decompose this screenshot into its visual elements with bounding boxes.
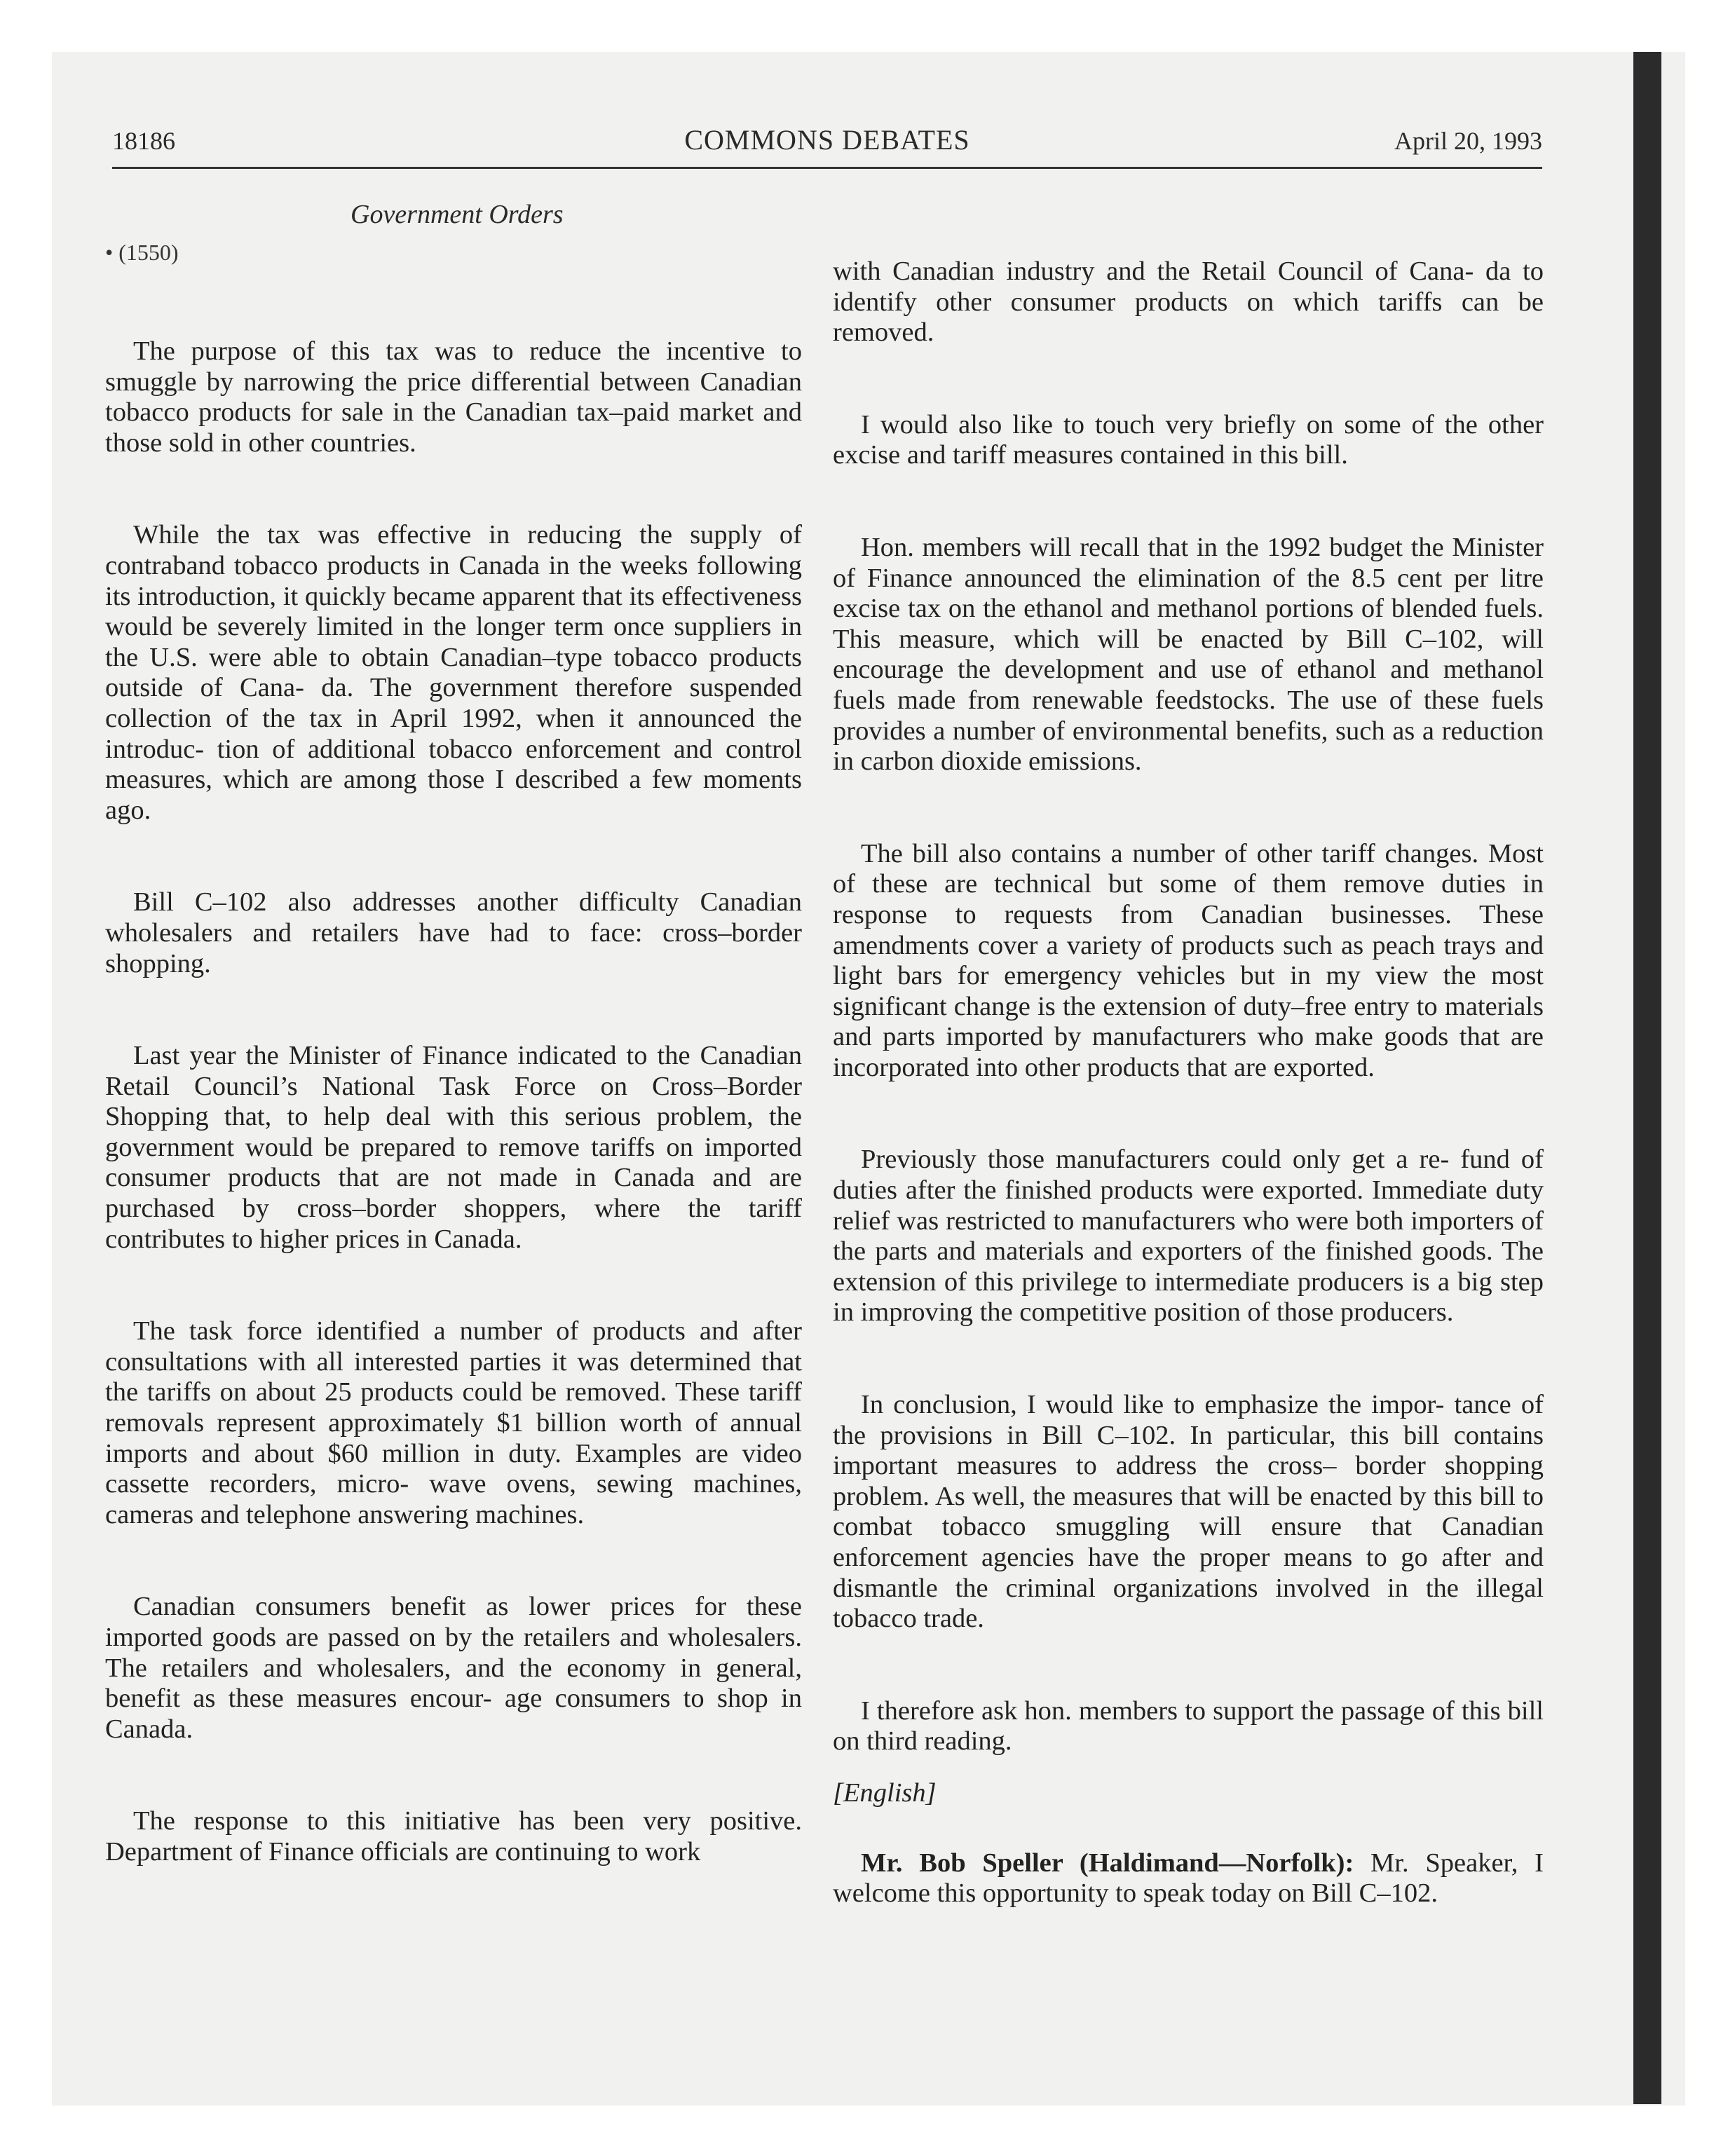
page-header <box>112 123 1542 165</box>
speaker-text: Mr. Speaker, I welcome this opportunity to speak today on Bill C–102. <box>833 1848 1544 1909</box>
paragraph: Canadian consumers benefit as lower prices for these imported goods are passed on by the retailers and wholesalers. The retailers and wholesalers, and the economy in general, benefit as these measures encour- age consumers to shop in Canada. <box>105 1592 802 1744</box>
paragraph: I therefore ask hon. members to support the passage of this bill on third reading. <box>833 1696 1544 1756</box>
paragraph: Previously those manufacturers could only get a re- fund of duties after the finished products were exported. Immediate duty relief was restricted to manufacturers who were both importers of the parts and materials and exporters of the finished goods. The extension of this privilege to intermediate producers is a big step in improving the competitive position of those producers. <box>833 1145 1544 1328</box>
page-date: April 20, 1993 <box>1394 127 1542 155</box>
paragraph: The purpose of this tax was to reduce the incentive to smuggle by narrowing the price differential between Canadian tobacco products for sale in the Canadian tax–paid market and those sold in other countries. <box>105 336 802 458</box>
paragraph: Hon. members will recall that in the 1992 budget the Minister of Finance announced the elimination of the 8.5 cent per litre excise tax on the ethanol and methanol portions of blended fuels. This measure, which will be enacted by Bill C–102, will encourage the development and use of ethanol and methanol fuels made from renewable feedstocks. The use of these fuels provides a number of environmental benefits, such as a reduction in carbon dioxide emissions. <box>833 532 1544 777</box>
paragraph: with Canadian industry and the Retail Council of Cana- da to identify other consumer products on which tariffs can be removed. <box>833 257 1544 348</box>
paragraph: In conclusion, I would like to emphasize the impor- tance of the provisions in Bill C–102. In particular, this bill contains important measures to address the cross– border shopping problem. As well, the measures that will be enacted by this bill to combat tobacco smuggling will ensure that Canadian enforcement agencies have the proper means to go after and dismantle the criminal organizations involved in the illegal tobacco trade. <box>833 1390 1544 1634</box>
language-tag: [English] <box>833 1778 937 1808</box>
paragraph: Last year the Minister of Finance indicated to the Canadian Retail Council’s National Task Force on Cross–Border Shopping that, to help deal with this serious problem, the government would be prepared to remove tariffs on imported consumer products that are not made in Canada and are purchased by cross–border shoppers, where the tariff contributes to higher prices in Canada. <box>105 1041 802 1254</box>
page-number: 18186 <box>112 127 175 155</box>
right-column <box>833 257 1544 1909</box>
time-marker: • (1550) <box>105 240 179 265</box>
section-title: Government Orders <box>351 200 564 229</box>
paragraph: The bill also contains a number of other tariff changes. Most of these are technical but some of them remove duties in response to requests from Canadian businesses. These amendments cover a variety of products such as peach trays and light bars for emergency vehicles but in my view the most significant change is the extension of duty–free entry to materials and parts imported by manufacturers who make goods that are incorporated into other products that are exported. <box>833 838 1544 1082</box>
paragraph: The task force identified a number of products and after consultations with all interested parties it was determined that the tariffs on about 25 products could be removed. These tariff removals represent approximately $1 billion worth of annual imports and about $60 million in duty. Examples are video cassette recorders, micro- wave ovens, sewing machines, cameras and telephone answering machines. <box>105 1316 802 1529</box>
publication-title: COMMONS DEBATES <box>684 124 970 156</box>
header-rule <box>112 167 1542 169</box>
scan-edge-shadow <box>1633 52 1661 2104</box>
left-column <box>105 238 802 1868</box>
paragraph: The response to this initiative has been very positive. Department of Finance officials are continuing to work <box>105 1806 802 1867</box>
paragraph: Bill C–102 also addresses another difficulty Canadian wholesalers and retailers have had to face: cross–border shopping. <box>105 887 802 978</box>
speaker-paragraph <box>833 1848 1544 1909</box>
paragraph: I would also like to touch very briefly on some of the other excise and tariff measures contained in this bill. <box>833 409 1544 470</box>
paragraph: While the tax was effective in reducing the supply of contraband tobacco products in Canada in the weeks following its introduction, it quickly became apparent that its effectiveness would be severely limited in the longer term once suppliers in the U.S. were able to obtain Canadian–type tobacco products outside of Cana- da. The government therefore suspended collection of the tax in April 1992, when it announced the introduc- tion of additional tobacco enforcement and control measures, which are among those I described a few moments ago. <box>105 520 802 825</box>
speaker-name: Mr. Bob Speller (Haldimand—Norfolk): <box>861 1848 1354 1878</box>
